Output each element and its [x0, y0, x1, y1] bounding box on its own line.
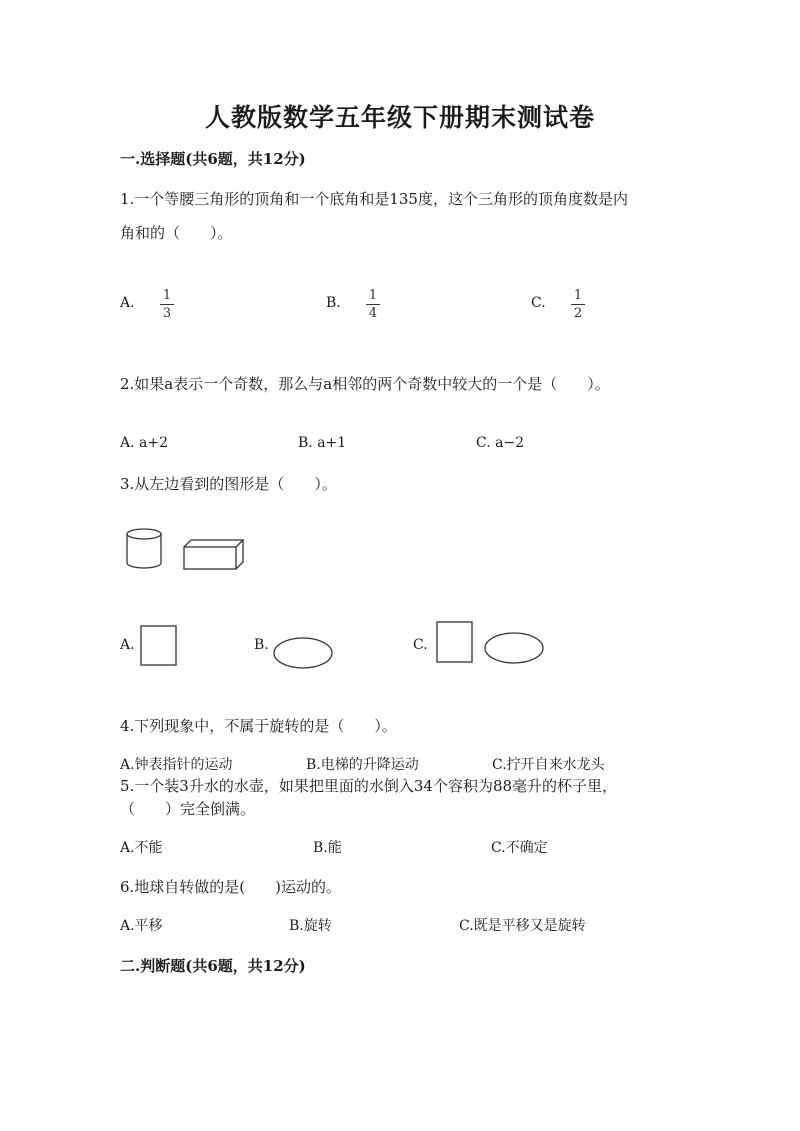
question-1-option-c-fraction: [571, 288, 585, 321]
question-6-option-c: C.既是平移又是旋转: [459, 918, 586, 934]
question-2-text: 2.如果a表示一个奇数，那么与a相邻的两个奇数中较大的一个是（ ）。: [120, 375, 610, 393]
square-shape-icon: [436, 621, 476, 663]
question-5-option-a: A.不能: [120, 840, 163, 856]
section-heading-judgment: 二.判断题(共6题，共12分): [120, 957, 306, 975]
cuboid-icon: [184, 540, 243, 569]
question-4-option-c: C.拧开自来水龙头: [492, 757, 605, 773]
question-6-option-a: A.平移: [120, 918, 163, 934]
question-5-text-line1: 5.一个装3升水的水壶，如果把里面的水倒入34个容积为88毫升的杯子里，: [120, 777, 618, 795]
ellipse-shape-icon: [484, 632, 546, 666]
question-3-option-c-label: C.: [413, 637, 428, 653]
question-2-option-a: A. a+2: [120, 435, 168, 451]
solid-figures-image: [120, 525, 260, 575]
question-6-option-b: B.旋转: [289, 918, 332, 934]
fraction-numerator: 1: [573, 288, 583, 303]
question-4-option-b: B.电梯的升降运动: [306, 757, 419, 773]
square-shape-icon: [140, 625, 180, 667]
fraction-numerator: 1: [368, 288, 378, 303]
fraction-denominator: 3: [162, 306, 172, 321]
fraction-denominator: 4: [368, 306, 378, 321]
question-1-option-c-label: C.: [531, 295, 546, 311]
fraction-bar: [366, 304, 380, 305]
fraction-bar: [571, 304, 585, 305]
question-1-text-line1: 1.一个等腰三角形的顶角和一个底角和是135度，这个三角形的顶角度数是内: [120, 190, 628, 208]
question-1-option-a-label: A.: [120, 295, 135, 311]
question-5-option-b: B.能: [313, 840, 342, 856]
fraction-numerator: 1: [162, 288, 172, 303]
section-heading-choice: 一.选择题(共6题，共12分): [120, 150, 306, 168]
page-title: 人教版数学五年级下册期末测试卷: [204, 103, 595, 132]
question-2-option-b: B. a+1: [298, 435, 347, 451]
question-4-option-a: A.钟表指针的运动: [120, 757, 233, 773]
question-3-option-b-label: B.: [254, 637, 269, 653]
question-1-option-b-fraction: [366, 288, 380, 321]
question-5-option-c: C.不确定: [491, 840, 548, 856]
question-3-option-a-label: A.: [120, 637, 135, 653]
question-3-text: 3.从左边看到的图形是（ ）。: [120, 475, 337, 493]
fraction-denominator: 2: [573, 306, 583, 321]
question-1-text-line2: 角和的（ ）。: [120, 224, 233, 242]
question-6-text: 6.地球自转做的是( )运动的。: [120, 878, 342, 896]
question-1-option-b-label: B.: [326, 295, 341, 311]
question-2-option-c: C. a−2: [476, 435, 525, 451]
question-5-text-line2: （ ）完全倒满。: [120, 800, 256, 818]
question-4-text: 4.下列现象中，不属于旋转的是（ ）。: [120, 717, 397, 735]
question-1-option-a-fraction: [160, 288, 174, 321]
fraction-bar: [160, 304, 174, 305]
ellipse-shape-icon: [273, 637, 335, 671]
cylinder-icon: [127, 529, 161, 568]
